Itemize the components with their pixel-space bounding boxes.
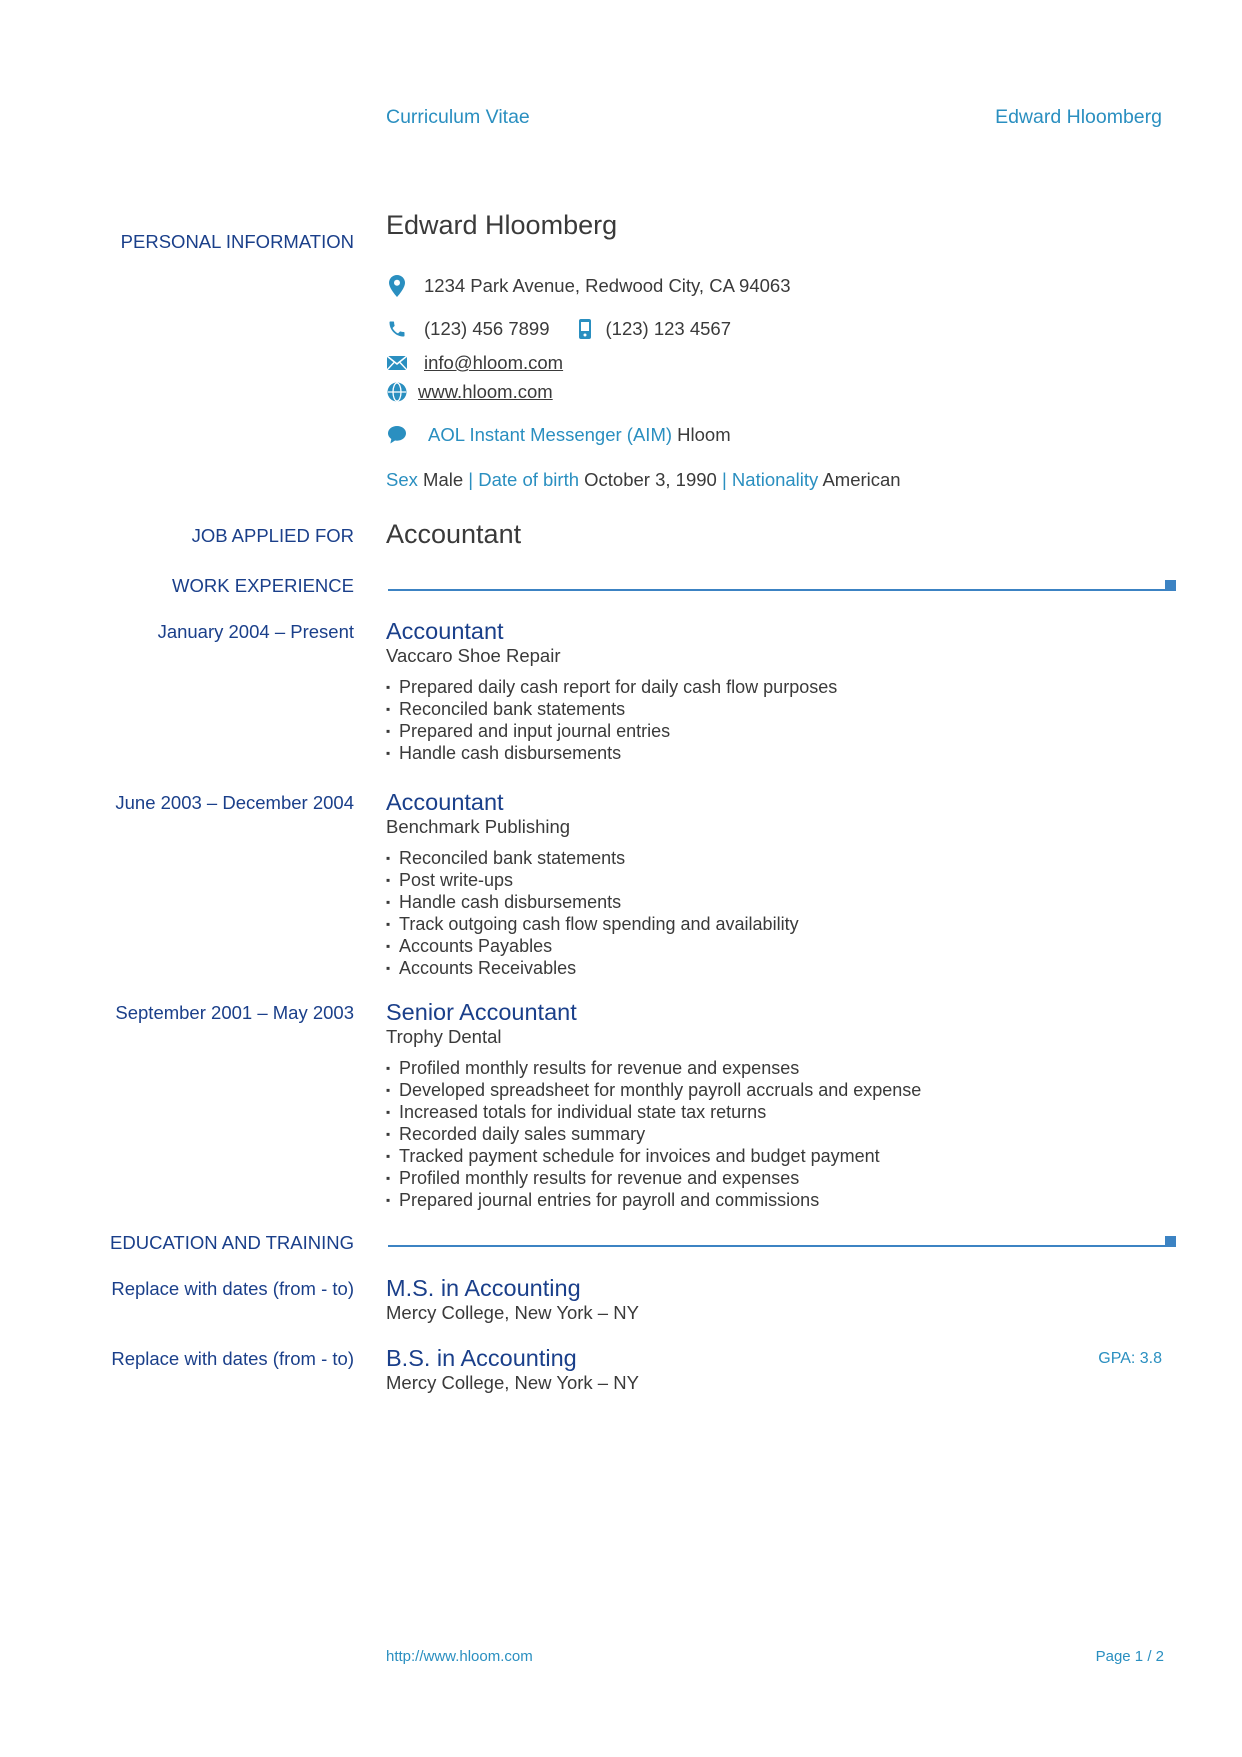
sex-label: Sex: [386, 469, 418, 490]
section-divider: [388, 589, 1176, 591]
list-item: ▪ Prepared and input journal entries: [386, 720, 837, 742]
gpa-value: GPA: 3.8: [1098, 1350, 1162, 1367]
separator: |: [721, 469, 727, 490]
job-entry: [386, 618, 837, 764]
job-applied-label: JOB APPLIED FOR: [191, 525, 354, 546]
job-dates: September 2001 – May 2003: [115, 1002, 354, 1023]
envelope-icon: [386, 352, 408, 374]
school-name: Mercy College, New York – NY: [386, 1302, 639, 1323]
degree-title: B.S. in Accounting: [386, 1345, 577, 1371]
job-title: Senior Accountant: [386, 999, 577, 1025]
list-item: ▪ Prepared daily cash report for daily cash flow purposes: [386, 676, 837, 698]
list-item: ▪ Tracked payment schedule for invoices and budget payment: [386, 1145, 921, 1167]
employer: Benchmark Publishing: [386, 816, 571, 837]
im-handle: Hloom: [677, 424, 731, 445]
phone-number: (123) 456 7899: [424, 318, 550, 339]
separator: |: [468, 469, 474, 490]
website-row: [386, 379, 553, 405]
list-item: ▪ Increased totals for individual state tax returns: [386, 1101, 921, 1123]
job-duties-list: [386, 1057, 921, 1211]
section-divider: [388, 1245, 1176, 1247]
job-duties-list: [386, 676, 837, 764]
job-dates: January 2004 – Present: [157, 621, 354, 642]
list-item: ▪ Profiled monthly results for revenue and expenses: [386, 1167, 921, 1189]
list-item: ▪ Recorded daily sales summary: [386, 1123, 921, 1145]
job-title: Accountant: [386, 618, 504, 644]
school-name: Mercy College, New York – NY: [386, 1372, 639, 1393]
job-duties-list: [386, 847, 799, 979]
personal-details-row: [386, 469, 901, 491]
employer: Vaccaro Shoe Repair: [386, 645, 561, 666]
list-item: ▪ Reconciled bank statements: [386, 698, 837, 720]
list-item: ▪ Post write-ups: [386, 869, 799, 891]
email-row: [386, 350, 563, 376]
sex-value: Male: [423, 469, 464, 490]
education-entry: [386, 1275, 639, 1325]
chat-bubble-icon: [386, 424, 408, 446]
list-item: ▪ Profiled monthly results for revenue and expenses: [386, 1057, 921, 1079]
mobile-number: (123) 123 4567: [605, 318, 731, 339]
education-dates: Replace with dates (from - to): [111, 1278, 354, 1299]
nationality-label: Nationality: [731, 469, 819, 490]
page-number: Page 1 / 2: [1095, 1648, 1164, 1665]
job-dates: June 2003 – December 2004: [115, 792, 354, 813]
location-pin-icon: [386, 275, 408, 297]
nationality-value: American: [822, 469, 901, 490]
document-title: Curriculum Vitae: [386, 106, 530, 128]
job-entry: [386, 789, 799, 979]
personal-info-label: PERSONAL INFORMATION: [120, 231, 354, 252]
divider-end-square: [1165, 580, 1176, 591]
list-item: ▪ Handle cash disbursements: [386, 891, 799, 913]
work-experience-label: WORK EXPERIENCE: [172, 575, 354, 596]
list-item: ▪ Track outgoing cash flow spending and availability: [386, 913, 799, 935]
header-name: Edward Hloomberg: [995, 106, 1162, 128]
dob-value: October 3, 1990: [584, 469, 717, 490]
degree-title: M.S. in Accounting: [386, 1275, 581, 1301]
im-row: [386, 422, 731, 448]
education-entry: [386, 1345, 639, 1395]
mobile-phone-icon: [574, 318, 596, 340]
address: 1234 Park Avenue, Redwood City, CA 94063: [424, 275, 791, 296]
im-label: AOL Instant Messenger (AIM): [428, 424, 673, 445]
full-name: Edward Hloomberg: [386, 210, 618, 240]
dob-label: Date of birth: [478, 469, 580, 490]
job-applied-value: Accountant: [386, 519, 522, 549]
job-title: Accountant: [386, 789, 504, 815]
list-item: ▪ Reconciled bank statements: [386, 847, 799, 869]
list-item: ▪ Handle cash disbursements: [386, 742, 837, 764]
globe-icon: [386, 381, 408, 403]
website-link[interactable]: www.hloom.com: [418, 381, 553, 402]
footer-url[interactable]: http://www.hloom.com: [386, 1648, 533, 1665]
job-entry: [386, 999, 921, 1211]
email-link[interactable]: info@hloom.com: [424, 352, 564, 373]
phone-icon: [386, 318, 408, 340]
list-item: ▪ Accounts Payables: [386, 935, 799, 957]
divider-end-square: [1165, 1236, 1176, 1247]
list-item: ▪ Developed spreadsheet for monthly payroll accruals and expense: [386, 1079, 921, 1101]
education-dates: Replace with dates (from - to): [111, 1348, 354, 1369]
phone-row: [386, 316, 731, 342]
address-row: [386, 273, 790, 299]
education-label: EDUCATION AND TRAINING: [110, 1232, 354, 1253]
employer: Trophy Dental: [386, 1026, 502, 1047]
list-item: ▪ Accounts Receivables: [386, 957, 799, 979]
list-item: ▪ Prepared journal entries for payroll and commissions: [386, 1189, 921, 1211]
